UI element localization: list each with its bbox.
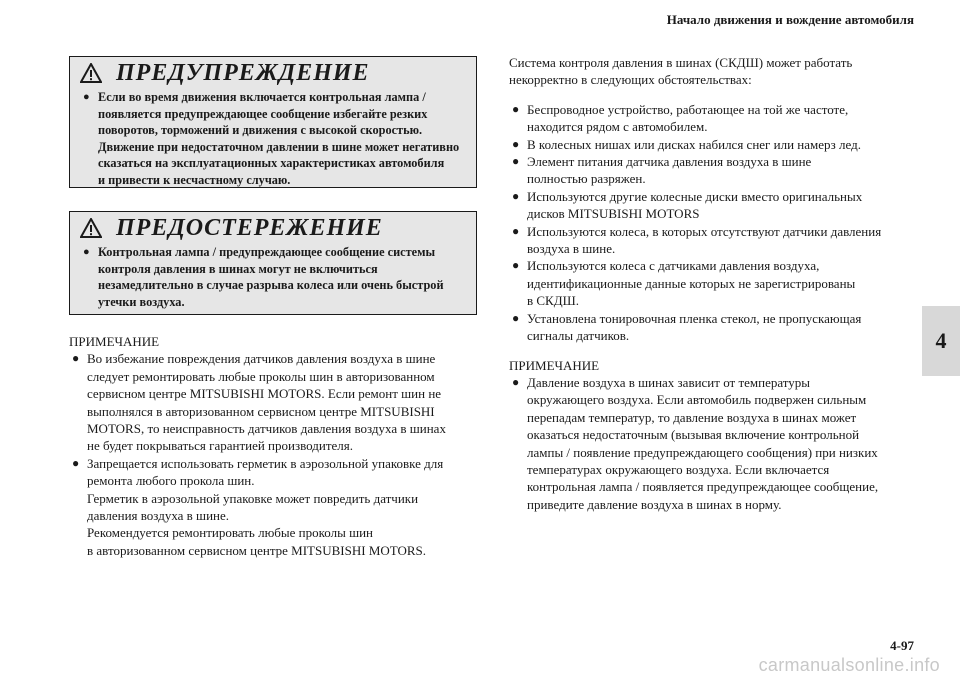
warning-line: поворотов, торможений и движения с высокой скоростью.	[98, 123, 423, 138]
bullet-dot-icon: ●	[512, 223, 520, 238]
condition-line: сигналы датчиков.	[527, 328, 630, 344]
note-line: ремонта любого прокола шин.	[87, 473, 255, 489]
note-line: не будет покрываться гарантией производителя.	[87, 438, 354, 454]
caution-box	[69, 211, 477, 315]
condition-line: дисков MITSUBISHI MOTORS	[527, 206, 700, 222]
note-line: перепадам температур, то давление воздуха в шинах может	[527, 409, 857, 425]
list-item	[509, 257, 919, 309]
condition-line: Элемент питания датчика давления воздуха в шине	[527, 154, 812, 170]
caution-line: незамедлительно в случае разрыва колеса или очень быстрой	[98, 278, 444, 293]
note-line: в авторизованном сервисном центре MITSUBISHI MOTORS.	[87, 542, 427, 558]
list-item	[69, 455, 479, 559]
warning-line: и привести к несчастному случаю.	[98, 172, 291, 187]
list-item	[509, 374, 919, 513]
condition-line: Используются другие колесные диски вместо оригинальных	[527, 188, 863, 204]
bullet-dot-icon: ●	[512, 136, 520, 151]
list-item	[69, 350, 479, 454]
note-line: сервисном центре MITSUBISHI MOTORS. Если ремонт шин не	[87, 386, 442, 402]
warning-title-text: ПРЕДУПРЕЖДЕНИЕ	[116, 59, 370, 86]
note-line: Давление воздуха в шинах зависит от температуры	[527, 374, 811, 390]
left-note-section	[69, 333, 479, 559]
left-note-list	[69, 350, 479, 559]
note-line: оказаться недостаточным (вызывая включение контрольной	[527, 427, 860, 443]
note-line: давления воздуха в шине.	[87, 508, 229, 524]
note-line: MOTORS, то неисправность датчиков давления воздуха в шинах	[87, 421, 446, 437]
bullet-dot-icon: ●	[512, 374, 520, 389]
note-line: контрольная лампа / появляется предупреждающее сообщение,	[527, 479, 879, 495]
note-heading: ПРИМЕЧАНИЕ	[69, 334, 160, 349]
condition-line: в СКДШ.	[527, 293, 579, 309]
intro-paragraph	[509, 54, 919, 89]
watermark: carmanualsonline.info	[758, 655, 940, 675]
right-note-list	[509, 374, 919, 513]
note-heading: ПРИМЕЧАНИЕ	[509, 357, 600, 373]
warning-item	[83, 89, 466, 189]
warning-box-title	[70, 57, 476, 89]
condition-line: полностью разряжен.	[527, 171, 646, 187]
bullet-dot-icon: ●	[512, 188, 520, 203]
intro-line: некорректно в следующих обстоятельствах:	[509, 72, 752, 88]
bullet-dot-icon: ●	[72, 351, 80, 366]
caution-box-body	[70, 244, 476, 310]
bullet-dot-icon: ●	[512, 310, 520, 325]
note-line: температурах окружающего воздуха. Если включается	[527, 461, 830, 477]
bullet-dot-icon: ●	[83, 91, 90, 103]
caution-box-title	[70, 212, 476, 244]
caution-line: Контрольная лампа / предупреждающее сообщение системы	[98, 245, 436, 259]
note-line: Герметик в аэрозольной упаковке может повредить датчики	[87, 490, 419, 506]
warning-triangle-icon	[80, 218, 102, 238]
caution-line: утечки воздуха.	[98, 294, 185, 309]
conditions-list	[509, 101, 919, 345]
bullet-dot-icon: ●	[83, 246, 90, 258]
condition-line: находится рядом с автомобилем.	[527, 119, 708, 135]
condition-line: воздуха в шине.	[527, 241, 616, 257]
caution-item	[83, 244, 466, 310]
warning-line: появляется предупреждающее сообщение избегайте резких	[98, 106, 428, 121]
bullet-dot-icon: ●	[512, 258, 520, 273]
note-line: приведите давление воздуха в шинах в норму.	[527, 496, 782, 512]
note-line: Рекомендуется ремонтировать любые проколы шин	[87, 525, 373, 541]
note-line: окружающего воздуха. Если автомобиль подвержен сильным	[527, 392, 867, 408]
warning-triangle-icon	[80, 63, 102, 83]
list-item	[509, 188, 919, 223]
condition-line: идентификационные данные которых не зарегистрированы	[527, 275, 856, 291]
caution-title-text: ПРЕДОСТЕРЕЖЕНИЕ	[116, 214, 383, 241]
note-line: Во избежание повреждения датчиков давления воздуха в шине	[87, 351, 436, 367]
intro-line: Система контроля давления в шинах (СКДШ) может работать	[509, 55, 853, 70]
condition-line: В колесных нишах или дисках набился снег или намерз лед.	[527, 136, 862, 152]
warning-box	[69, 56, 477, 188]
condition-line: Используются колеса, в которых отсутствуют датчики давления	[527, 223, 882, 239]
warning-line: сказаться на эксплуатационных характеристиках автомобиля	[98, 156, 445, 171]
condition-line: Установлена тонировочная пленка стекол, не пропускающая	[527, 310, 862, 326]
page-number: 4-97	[890, 638, 914, 653]
list-item	[509, 310, 919, 345]
note-line: лампы / появление предупреждающего сообщения) при низких	[527, 444, 878, 460]
bullet-dot-icon: ●	[72, 455, 80, 470]
list-item	[509, 136, 919, 153]
caution-line: контроля давления в шинах могут не включиться	[98, 261, 378, 276]
list-item	[509, 223, 919, 258]
note-line: Запрещается использовать герметик в аэрозольной упаковке для	[87, 455, 444, 471]
list-item	[509, 101, 919, 136]
chapter-number: 4	[935, 328, 947, 353]
bullet-dot-icon: ●	[512, 154, 520, 169]
warning-line: Движение при недостаточном давлении в шине может негативно	[98, 139, 460, 154]
condition-line: Используются колеса с датчиками давления воздуха,	[527, 258, 820, 274]
condition-line: Беспроводное устройство, работающее на той же частоте,	[527, 101, 849, 117]
note-line: выполнялся в авторизованном сервисном центре MITSUBISHI	[87, 403, 435, 419]
bullet-dot-icon: ●	[512, 101, 520, 116]
note-line: следует ремонтировать любые проколы шин в авторизованном	[87, 368, 435, 384]
running-header: Начало движения и вождение автомобиля	[666, 12, 914, 27]
warning-box-body	[70, 89, 476, 189]
list-item	[509, 153, 919, 188]
right-column	[509, 54, 919, 513]
chapter-tab	[922, 306, 960, 376]
warning-line: Если во время движения включается контрольная лампа /	[98, 90, 426, 104]
